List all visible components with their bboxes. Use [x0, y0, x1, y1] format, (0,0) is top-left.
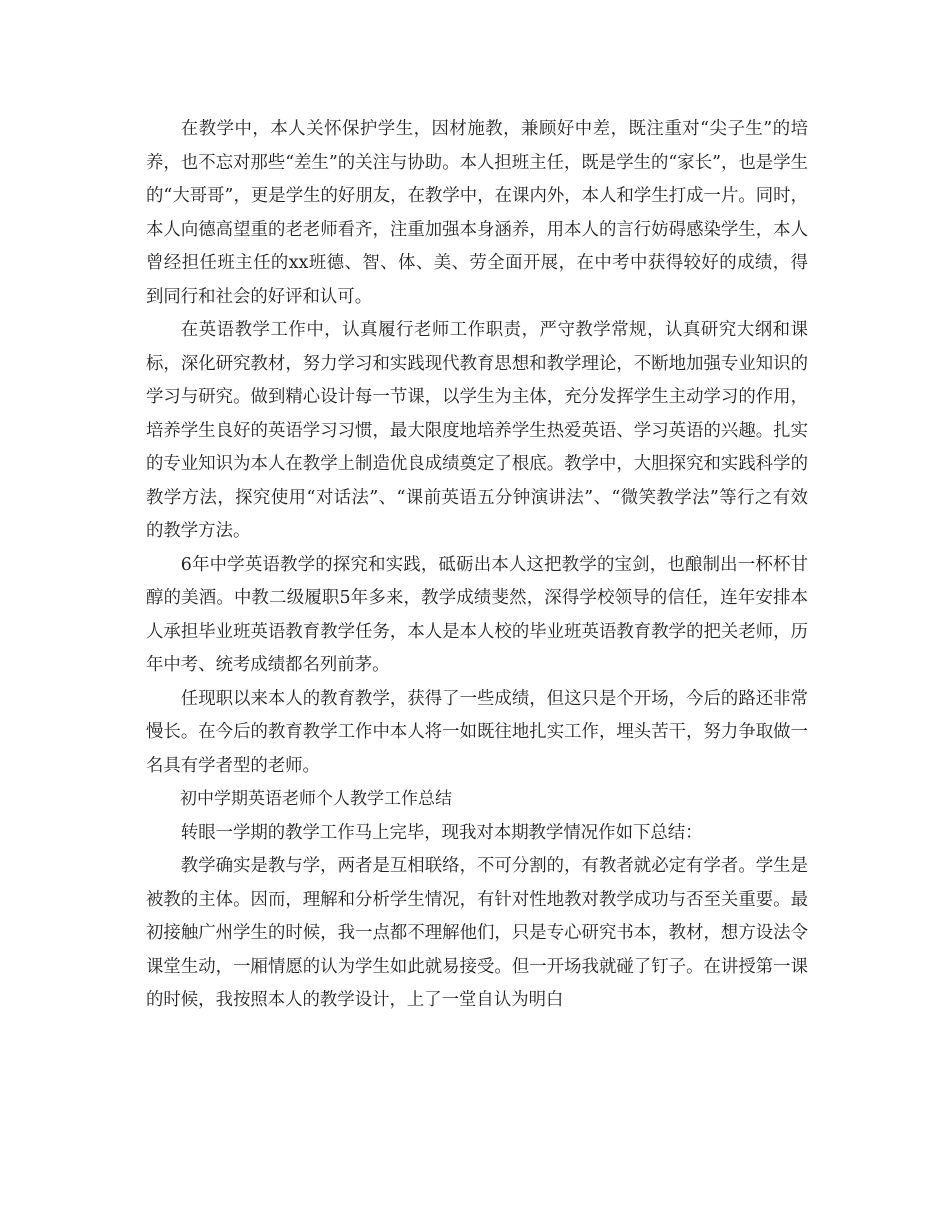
paragraph-2: 在英语教学工作中，认真履行老师工作职责，严守教学常规，认真研究大纲和课标，深化研究教材，努力学习和实践现代教育思想和教学理论，不断地加强专业知识的学习与研究。做到精心设计每一节课，以学生为主体，充分发挥学生主动学习的作用，培养学生良好的英语学习习惯，最大限度地培养学生热爱英语、学习英语的兴趣。扎实的专业知识为本人在教学上制造优良成绩奠定了根底。教学中，大胆探究和实践科学的教学方法，探究使用“对话法”、“课前英语五分钟演讲法”、“微笑教学法”等行之有效的教学方法。: [146, 320, 808, 541]
paragraph-1: 在教学中，本人关怀保护学生，因材施教，兼顾好中差，既注重对“尖子生”的培养，也不忘对那些“差生”的关注与协助。本人担班主任，既是学生的“家长”，也是学生的“大哥哥”，更是学生的好朋友，在教学中，在课内外，本人和学生打成一片。同时，本人向德高望重的老老师看齐，注重加强本身涵养，用本人的言行妨碍感染学生，本人曾经担任班主任的xx班德、智、体、美、劳全面开展，在中考中获得较好的成绩，得到同行和社会的好评和认可。: [146, 119, 808, 307]
section-paragraph-2: 教学确实是教与学，两者是互相联络，不可分割的，有教者就必定有学者。学生是被教的主体。因而，理解和分析学生情况，有针对性地教对教学成功与否至关重要。最初接触广州学生的时候，我一点都不理解他们，只是专心研究书本，教材，想方设法令课堂生动，一厢情愿的认为学生如此就易接受。但一开场我就碰了钉子。在讲授第一课的时候，我按照本人的教学设计，上了一堂自认为明白: [146, 856, 808, 1010]
paragraph-4: 任现职以来本人的教育教学，获得了一些成绩，但这只是个开场，今后的路还非常慢长。在今后的教育教学工作中本人将一如既往地扎实工作，埋头苦干，努力争取做一名具有学者型的老师。: [146, 688, 808, 776]
document-body: [146, 113, 808, 1018]
section-title: 初中学期英语老师个人教学工作总结: [180, 789, 452, 809]
section-paragraph-1: 转眼一学期的教学工作马上完毕，现我对本期教学情况作如下总结：: [180, 822, 703, 843]
paragraph-3: 6年中学英语教学的探究和实践，砥砺出本人这把教学的宝剑，也酿制出一杯杯甘醇的美酒。中教二级履职5年多来，教学成绩斐然，深得学校领导的信任，连年安排本人承担毕业班英语教育教学任务，本人是本人校的毕业班英语教育教学的把关老师，历年中考、统考成绩都名列前茅。: [146, 554, 808, 675]
